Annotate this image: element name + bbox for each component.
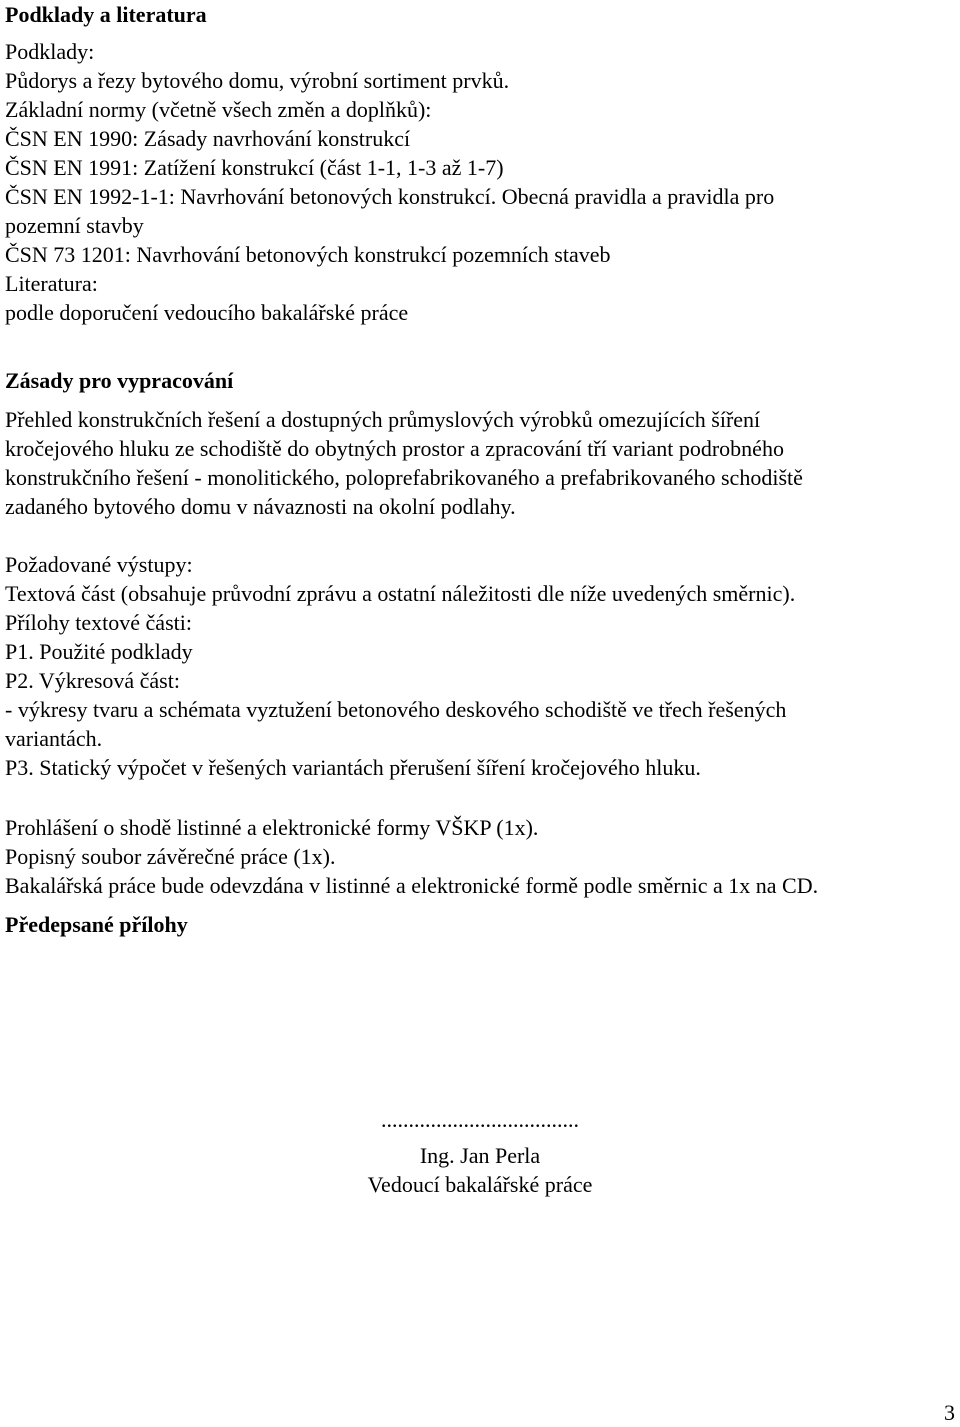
norm-line: ČSN EN 1992-1-1: Navrhování betonových konstrukcí. Obecná pravidla a pravidla pro <box>5 184 775 209</box>
vystupy-line: Přílohy textové části: <box>5 610 192 635</box>
signature-block <box>0 1105 960 1199</box>
page-number: 3 <box>944 1400 955 1425</box>
zasady-paragraph-line: zadaného bytového domu v návaznosti na okolní podlahy. <box>5 494 516 519</box>
norm-line: ČSN EN 1991: Zatížení konstrukcí (část 1-1, 1-3 až 1-7) <box>5 155 504 180</box>
section-heading-zasady: Zásady pro vypracování <box>5 368 234 393</box>
norm-line: ČSN 73 1201: Navrhování betonových konstrukcí pozemních staveb <box>5 242 611 267</box>
prohlaseni-line: Popisný soubor závěrečné práce (1x). <box>5 844 336 869</box>
zasady-paragraph-line: konstrukčního řešení - monolitického, poloprefabrikovaného a prefabrikovaného schodiště <box>5 465 803 490</box>
vystupy-line: variantách. <box>5 726 103 751</box>
podklady-label: Podklady: <box>5 39 95 64</box>
vystupy-line: - výkresy tvaru a schémata vyztužení betonového deskového schodiště ve třech řešených <box>5 697 787 722</box>
podklady-text: Půdorys a řezy bytového domu, výrobní sortiment prvků. <box>5 68 510 93</box>
zasady-paragraph-line: Přehled konstrukčních řešení a dostupných průmyslových výrobků omezujících šíření <box>5 407 761 432</box>
prohlaseni-line: Prohlášení o shodě listinné a elektronické formy VŠKP (1x). <box>5 815 539 840</box>
signature-dots: .................................... <box>381 1107 579 1132</box>
signature-name: Ing. Jan Perla <box>419 1143 541 1168</box>
signature-role: Vedoucí bakalářské práce <box>367 1172 593 1197</box>
section-heading-prilohy: Předepsané přílohy <box>5 912 188 937</box>
literatura-text: podle doporučení vedoucího bakalářské práce <box>5 300 409 325</box>
norm-line-continuation: pozemní stavby <box>5 213 144 238</box>
vystupy-line: P3. Statický výpočet v řešených variantách přerušení šíření kročejového hluku. <box>5 755 701 780</box>
vystupy-label: Požadované výstupy: <box>5 552 193 577</box>
zasady-paragraph-line: kročejového hluku ze schodiště do obytných prostor a zpracování tří variant podrobného <box>5 436 784 461</box>
vystupy-line: Textová část (obsahuje průvodní zprávu a ostatní náležitosti dle níže uvedených směrnic). <box>5 581 796 606</box>
normy-label: Základní normy (včetně všech změn a doplňků): <box>5 97 432 122</box>
norm-line: ČSN EN 1990: Zásady navrhování konstrukcí <box>5 126 411 151</box>
literatura-label: Literatura: <box>5 271 98 296</box>
prohlaseni-line: Bakalářská práce bude odevzdána v listinné a elektronické formě podle směrnic a 1x na CD. <box>5 873 819 898</box>
section-heading-podklady: Podklady a literatura <box>5 2 207 27</box>
vystupy-line: P2. Výkresová část: <box>5 668 180 693</box>
vystupy-line: P1. Použité podklady <box>5 639 193 664</box>
